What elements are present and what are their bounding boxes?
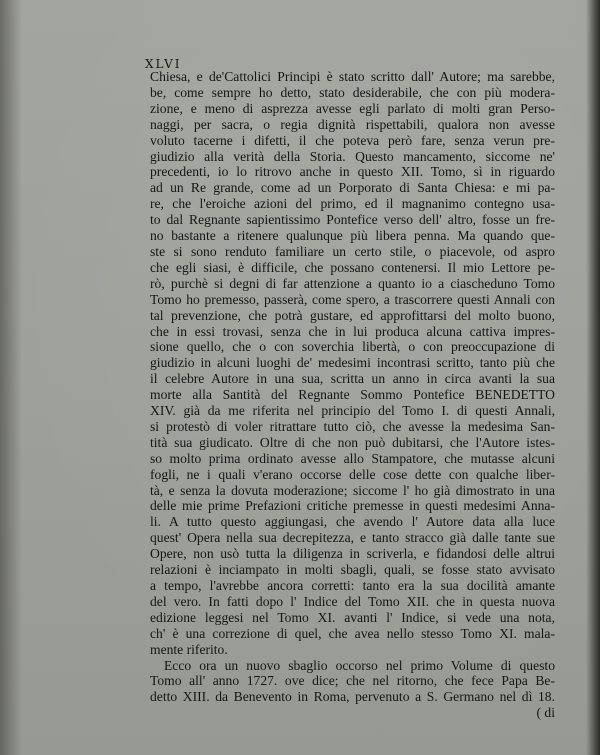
text-line: che in essi trovasi, senza che in lui produca alcuna cattiva impres- bbox=[150, 323, 555, 339]
text-line: mente riferito. bbox=[150, 641, 228, 657]
text-line: si protestò di voler ritrattare tutto ciò, che avesse la medesima San- bbox=[150, 418, 555, 434]
text-line: relazioni è inciampato in molti sbagli, quali, se fosse stato avvisato bbox=[150, 562, 555, 578]
text-line: rò, purchè si degni di far attenzione a quanto io a ciascheduno Tomo bbox=[150, 275, 555, 291]
text-line: Ecco ora un nuovo sbaglio occorso nel primo Volume di questo bbox=[164, 657, 555, 673]
text-line: Tomo ho premesso, passerà, come spero, a trascorrere questi Annali con bbox=[150, 291, 555, 307]
text-line: edizione leggesi nel Tomo XI. avanti l' Indice, si vede una nota, bbox=[150, 609, 555, 625]
body-text bbox=[150, 69, 555, 721]
text-line: delle mie prime Prefazioni critiche premesse in questi medesimi Anna- bbox=[150, 498, 555, 514]
text-line: re, che l'eroiche azioni del primo, ed il magnanimo contegno usa- bbox=[150, 196, 555, 212]
text-line: ad un Re grande, come ad un Porporato di Santa Chiesa: e mi pa- bbox=[150, 180, 555, 196]
text-line: tal prevenzione, che potrà gustare, ed approfittarsi del molto buono, bbox=[150, 307, 555, 323]
text-line: a tempo, l'avrebbe ancora corretti: tanto era la sua docilità amante bbox=[150, 578, 555, 593]
text-line: li. A tutto questo aggiungasi, che avendo l' Autore data alla luce bbox=[150, 514, 555, 530]
text-line: del vero. In fatti dopo l' Indice del Tomo XII. che in questa nuova bbox=[150, 593, 555, 609]
text-line: ste si sono renduto familiare un certo stile, o piacevole, od aspro bbox=[150, 243, 555, 259]
text-line: be, come sempre ho detto, stato desiderabile, che con più modera- bbox=[150, 84, 555, 100]
text-line: naggi, per sacra, o regia dignità rispettabili, qualora non avesse bbox=[150, 116, 555, 132]
page-number: XLVI bbox=[145, 57, 182, 71]
text-line: precedenti, io lo ritrovo anche in questo XII. Tomo, sì in riguardo bbox=[150, 164, 555, 180]
text-line: detto XIII. da Benevento in Roma, pervenuto a S. Germano nel dì 18. bbox=[150, 689, 555, 705]
text-line: giudizio alla verità della Storia. Questo mancamento, siccome ne' bbox=[150, 148, 555, 164]
text-line: quest' Opera nella sua decrepitezza, e tanto stracco già dalle tante sue bbox=[150, 530, 555, 546]
text-line: sione quello, che o con soverchia libertà, o con preoccupazione di bbox=[150, 339, 555, 355]
text-line: fogli, ne i quali v'erano occorse delle cose dette con qualche liber- bbox=[150, 466, 555, 482]
text-line: zione, e meno di asprezza avesse egli parlato di molti gran Perso- bbox=[150, 100, 555, 116]
text-line: Tomo all' anno 1727. ove dice; che nel ritorno, che fece Papa Be- bbox=[150, 673, 555, 689]
text-line: no bastante a ritenere qualunque più libera penna. Ma quando que- bbox=[150, 228, 555, 244]
text-line: voluto tacerne i difetti, il che poteva però fare, senza verun pre- bbox=[150, 132, 555, 148]
text-line: to dal Regnante sapientissimo Pontefice verso dell' altro, fosse un fre- bbox=[150, 212, 555, 228]
binding-shadow bbox=[0, 0, 22, 755]
text-line: ch' è una correzione di quel, che avea nello stesso Tomo XI. mala- bbox=[150, 625, 555, 641]
text-line: il celebre Autore in una sua, scritta un anno in circa avanti la sua bbox=[150, 371, 555, 387]
text-line: XIV. già da me riferita nel principio del Tomo I. di questi Annali, bbox=[150, 403, 555, 419]
page-edge bbox=[586, 0, 600, 755]
text-line: giudizio in alcuni luoghi de' medesimi incontrasi scritto, tanto più che bbox=[150, 355, 555, 371]
text-line: ( di bbox=[536, 705, 555, 721]
text-line: morte alla Santità del Regnante Sommo Pontefice BENEDETTO bbox=[150, 387, 555, 403]
text-line: tità sua giudicato. Oltre di che non può dubitarsi, che l'Autore istes- bbox=[150, 434, 555, 450]
text-line: che egli siasi, è difficile, che possano contenersi. Il mio Lettore pe- bbox=[150, 259, 555, 275]
text-line: Opere, non usò tutta la diligenza in scriverla, e fidandosi delle altrui bbox=[150, 546, 555, 562]
text-line: tà, e senza la dovuta moderazione; siccome l' ho già dimostrato in una bbox=[150, 482, 555, 498]
text-line: so molto prima ordinato avesse allo Stampatore, che mutasse alcuni bbox=[150, 450, 555, 466]
text-line: Chiesa, e de'Cattolici Principi è stato scritto dall' Autore; ma sarebbe, bbox=[150, 69, 555, 84]
